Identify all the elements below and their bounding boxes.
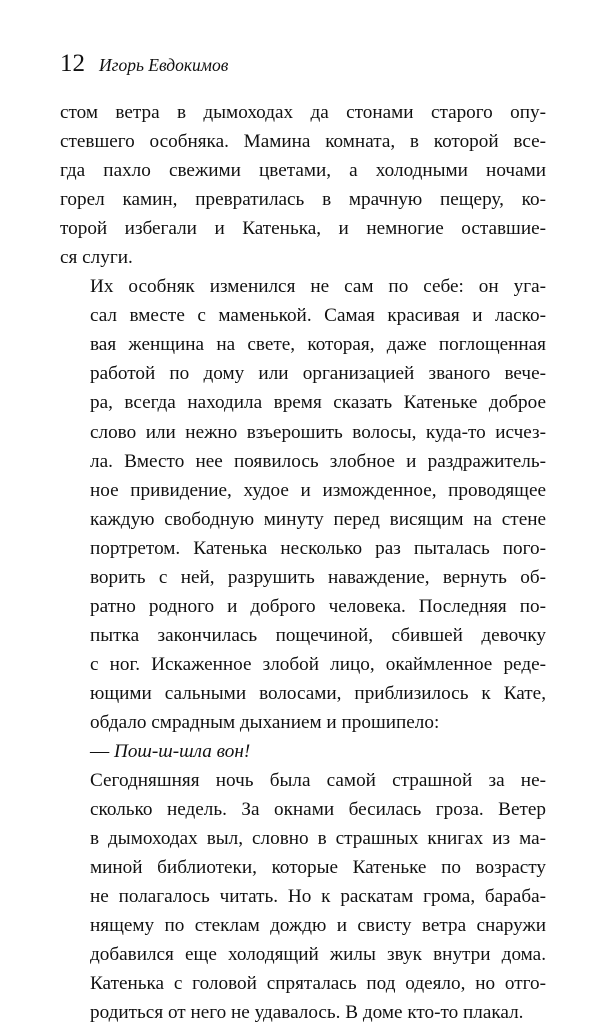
paragraph-2	[60, 272, 546, 737]
text-line: ратно родного и доброго человека. Последняя по-	[90, 595, 546, 617]
text-line: ющими сальными волосами, приблизилось к Кате,	[90, 682, 546, 704]
paragraph-1	[60, 98, 546, 272]
page-header	[60, 50, 546, 86]
text-line: торой избегали и Катенька, и немногие оставшие-	[60, 218, 546, 240]
text-line: каждую свободную минуту перед висящим на стене	[90, 508, 546, 530]
text-line: Их особняк изменился не сам по себе: он уга-	[90, 276, 546, 298]
text-line: стевшего особняка. Мамина комната, в которой все-	[60, 131, 546, 153]
dialogue-speech: Пош-ш-шла вон!	[113, 741, 251, 763]
text-line: вая женщина на свете, которая, даже поглощенная	[90, 334, 546, 356]
text-line: портретом. Катенька несколько раз пыталась пого-	[90, 537, 546, 559]
text-line: добавился еще холодящий жилы звук внутри дома.	[90, 944, 546, 966]
text-line: ла. Вместо нее появилось злобное и раздражитель-	[90, 450, 546, 472]
running-head-author: Игорь Евдокимов	[99, 55, 229, 75]
text-line: слово или нежно взъерошить волосы, куда-то исчез-	[90, 421, 546, 443]
text-line: ра, всегда находила время сказать Катеньке доброе	[90, 392, 546, 414]
paragraph-3	[60, 766, 546, 1027]
text-line: сколько недель. За окнами бесилась гроза. Ветер	[90, 799, 546, 821]
text-line: сал вместе с маменькой. Самая красивая и ласко-	[90, 305, 546, 327]
dialogue-line	[60, 737, 546, 766]
dialogue-dash: —	[90, 741, 110, 763]
page-number: 12	[60, 50, 85, 77]
text-line: Сегодняшняя ночь была самой страшной за не-	[90, 770, 546, 792]
text-line: Катенька с головой спряталась под одеяло, но отго-	[90, 973, 546, 995]
text-line: гда пахло свежими цветами, а холодными ночами	[60, 160, 546, 182]
body-text	[60, 98, 546, 1028]
text-line: пытка закончилась пощечиной, сбившей девочку	[90, 624, 546, 646]
text-line: родиться от него не удавалось. В доме кто-то плакал.	[90, 1002, 524, 1024]
text-line: не полагалось читать. Но к раскатам грома, бараба-	[90, 886, 546, 908]
text-line: миной библиотеки, которые Катеньке по возрасту	[90, 857, 546, 879]
text-line: стом ветра в дымоходах да стонами старого опу-	[60, 102, 546, 123]
text-line: с ног. Искаженное злобой лицо, окаймленное реде-	[90, 653, 546, 675]
text-line: ся слуги.	[60, 247, 133, 269]
text-line: ное привидение, худое и изможденное, проводящее	[90, 479, 546, 501]
text-line: в дымоходах выл, словно в страшных книгах из ма-	[90, 828, 546, 850]
text-line: обдало смрадным дыханием и прошипело:	[90, 711, 440, 733]
text-line: ворить с ней, разрушить наваждение, вернуть об-	[90, 566, 546, 588]
text-line: работой по дому или организацией званого вече-	[90, 363, 546, 385]
text-line: нящему по стеклам дождю и свисту ветра снаружи	[90, 915, 546, 937]
text-line: горел камин, превратилась в мрачную пещеру, ко-	[60, 189, 546, 211]
